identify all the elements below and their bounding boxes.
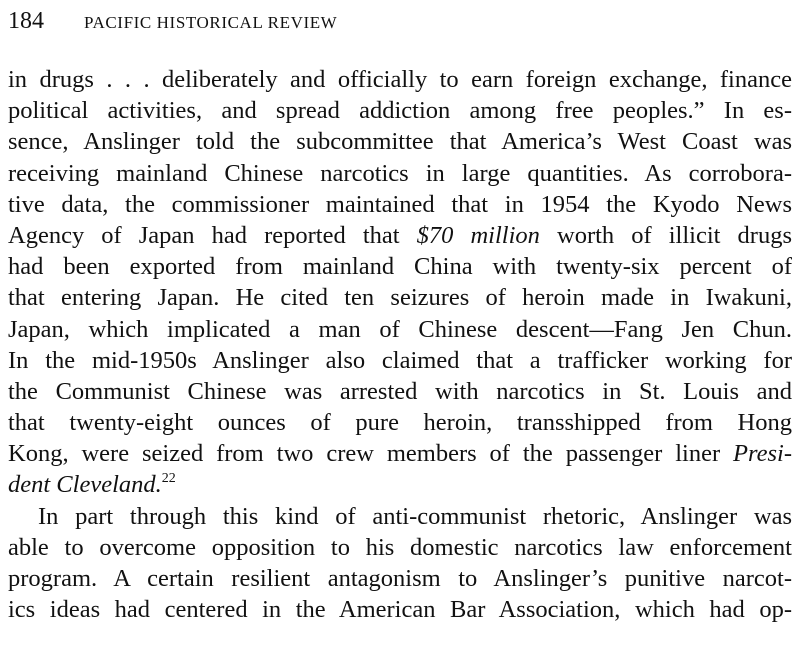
paragraph-2-line-3: program. A certain resilient antagonism to Anslinger’s punitive narcot- [8,565,792,592]
italic-ship-name-start: Presi- [733,440,792,468]
paragraph-1-line-13 [8,438,792,469]
paragraph-1-line-10: In the mid-1950s Anslinger also claimed that a trafficker working for [8,346,792,374]
paragraph-1-line-3: sence, Anslinger told the subcommittee that America’s West Coast was [8,128,792,156]
paragraph-1-line-4: receiving mainland Chinese narcotics in large quantities. As corrobora- [8,159,792,187]
line-13-text: Kong, were seized from two crew members of the passenger liner [8,440,734,468]
body-text [8,64,792,625]
paragraph-1-line-14 [8,469,792,500]
paragraph-1-line-1: in drugs . . . deliberately and officially to earn foreign exchange, finance [8,66,792,93]
paragraph-1-line-7: had been exported from mainland China with twenty-six percent of [8,253,792,281]
journal-title: PACIFIC HISTORICAL REVIEW [84,13,338,32]
italic-amount: $70 million [416,221,540,249]
line-6-text-start: Agency of Japan had reported that [8,221,417,249]
paragraph-2-line-2: able to overcome opposition to his domestic narcotics law enforcement [8,533,792,561]
italic-ship-name-end: dent Cleveland. [8,471,162,499]
paragraph-1-line-6 [8,220,792,251]
paragraph-1-line-2: political activities, and spread addiction among free peoples.” In es- [8,97,792,125]
paragraph-1-line-11: the Communist Chinese was arrested with narcotics in St. Louis and [8,377,792,405]
paragraph-2-line-4: ics ideas had centered in the American Bar Association, which had op- [8,596,792,624]
paragraph-1-line-9: Japan, which implicated a man of Chinese descent—Fang Jen Chun. [8,315,792,343]
page-number: 184 [8,8,44,34]
paragraph-1-line-8: that entering Japan. He cited ten seizures of heroin made in Iwakuni, [8,284,792,312]
paragraph-2-line-1: In part through this kind of anti-communist rhetoric, Anslinger was [38,502,792,530]
running-head [8,6,337,36]
paragraph-1-line-5: tive data, the commissioner maintained that in 1954 the Kyodo News [8,190,792,218]
footnote-reference[interactable]: 22 [161,471,176,487]
line-6-text-end: worth of illicit drugs [539,221,792,249]
paragraph-1-line-12: that twenty-eight ounces of pure heroin, transshipped from Hong [8,409,792,437]
